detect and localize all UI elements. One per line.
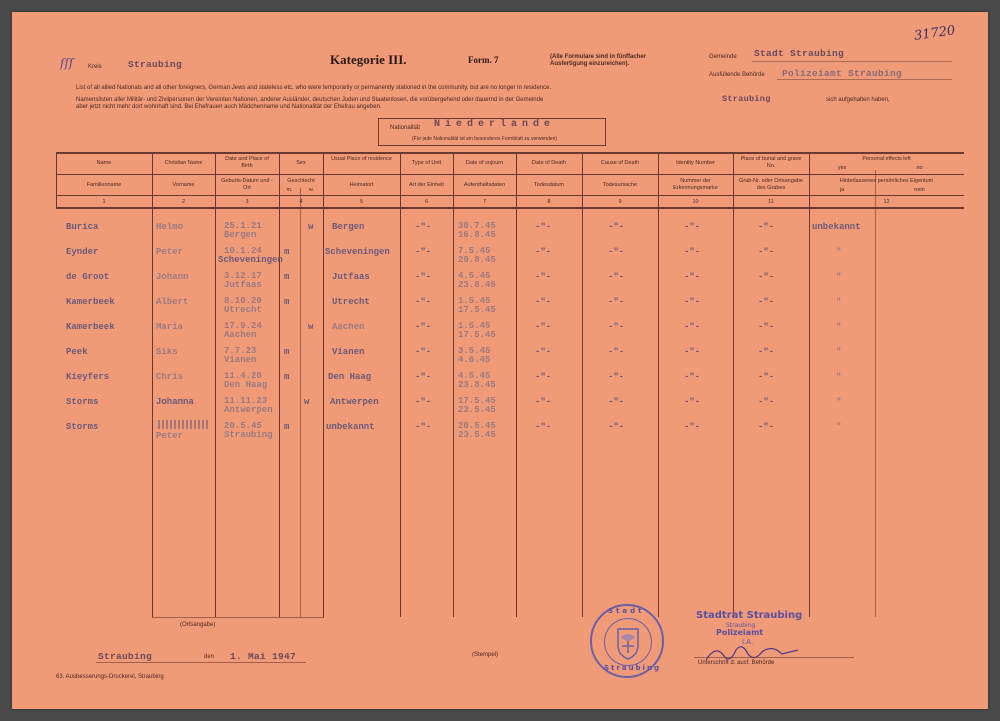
col-burial-en: Place of burial and grave No.	[740, 156, 802, 169]
footer-place: Straubing	[98, 651, 153, 662]
stempel-label: (Stempel)	[472, 652, 499, 658]
intro-town: Straubing	[722, 94, 771, 104]
category-title: Kategorie III.	[330, 52, 407, 67]
row-unit: -"-	[415, 297, 432, 307]
row-effects: "	[836, 247, 842, 257]
seal-text-top: Stadt	[608, 607, 645, 615]
printer-note: 63. Ausbesserungs-Druckerei, Straubing	[56, 674, 164, 680]
date-place-label: (Ortsangabe)	[180, 622, 216, 628]
row-grave: -"-	[758, 372, 775, 382]
row-grave: -"-	[758, 397, 775, 407]
row-birth-place: Den Haag	[224, 380, 268, 390]
col-num-3: 3	[245, 199, 249, 205]
footer-den: den	[204, 654, 215, 660]
row-sex-w: w	[304, 397, 310, 407]
row-death: -"-	[535, 272, 552, 282]
stamp-org: Stadtrat Straubing	[696, 610, 803, 621]
col-effects-yes: yes	[837, 165, 847, 171]
row-sex-m: m	[284, 422, 290, 432]
col-christian-en: Christian Name	[164, 160, 203, 166]
nationality-value: Niederlande	[434, 119, 556, 130]
row-sojourn-from: 30.7.45	[458, 221, 496, 231]
row-death: -"-	[535, 222, 552, 232]
col-death-de: Todesdatum	[534, 182, 564, 188]
row-grave: -"-	[758, 272, 775, 282]
behoerde-label: Ausfüllende Behörde	[709, 72, 765, 78]
row-sex-w: w	[308, 322, 314, 332]
footer-date: 1. Mai 1947	[230, 651, 297, 662]
row-effects: "	[836, 297, 842, 307]
col-identity-en: Identity Number	[676, 160, 715, 166]
row-home: Utrecht	[332, 297, 370, 307]
col-sojourn-en: Date of sojourn	[465, 160, 504, 166]
row-name: Kamerbeek	[66, 322, 115, 332]
row-birth-date: 7.7.23	[224, 346, 257, 356]
row-id: -"-	[684, 297, 701, 307]
signature-label: Unterschrift d. ausf. Behörde	[698, 660, 775, 666]
col-num-4: 4	[299, 199, 303, 205]
row-id: -"-	[684, 422, 701, 432]
col-residence-en: Usual Place of residence	[331, 156, 392, 162]
row-effects: "	[836, 322, 842, 332]
intro-german-2: aber jetzt nicht mehr dort wohnhaft sind. Bei Ehefrauen auch Mädchenname und Nationalität der Ehefrau angeben.	[76, 104, 382, 110]
col-unit-de: Art der Einheit	[409, 182, 444, 188]
row-birth-date: 11.4.20	[224, 371, 262, 381]
row-id: -"-	[684, 222, 701, 232]
col-sex-en: Sex	[296, 160, 306, 166]
col-christian-de: Vorname	[172, 182, 195, 188]
row-cause: -"-	[608, 272, 625, 282]
form-sheet	[12, 12, 988, 709]
col-sex-de: Geschlecht	[287, 178, 315, 184]
col-identity-de: Nummer der Erkennungsmarke	[673, 178, 718, 191]
row-cause: -"-	[608, 372, 625, 382]
row-birth-place: Jutfaas	[224, 280, 262, 290]
row-id: -"-	[684, 247, 701, 257]
col-num-2: 2	[181, 199, 186, 205]
row-effects: "	[836, 347, 842, 357]
row-id: -"-	[684, 397, 701, 407]
row-unit: -"-	[415, 397, 432, 407]
row-birth-date: 25.1.21	[224, 221, 262, 231]
row-first: Chris	[156, 372, 184, 382]
col-num-6: 6	[424, 199, 429, 205]
row-death: -"-	[535, 422, 552, 432]
col-num-9: 9	[618, 199, 622, 205]
row-name: Eynder	[66, 247, 99, 257]
row-cause: -"-	[608, 397, 625, 407]
col-birth-en: Date and Place of Birth	[225, 156, 269, 169]
row-cause: -"-	[608, 222, 625, 232]
row-grave: -"-	[758, 322, 775, 332]
col-cause-de: Todesursache	[602, 182, 638, 188]
row-birth-place: Vianen	[224, 355, 257, 365]
row-sex-m: m	[284, 272, 290, 282]
row-unit: -"-	[415, 247, 432, 257]
row-birth-date: 3.12.17	[224, 271, 262, 281]
col-num-1: 1	[102, 199, 106, 205]
row-birth-date: 11.11.23	[224, 396, 268, 406]
col-effects-no: no	[916, 165, 923, 171]
row-birth-date: 8.10.20	[224, 296, 262, 306]
col-num-7: 7	[482, 199, 487, 205]
row-sojourn-to: 23.5.45	[458, 430, 496, 440]
row-grave: -"-	[758, 222, 775, 232]
row-sojourn-to: 29.8.45	[458, 255, 496, 265]
handwritten-mark: ſſſ	[60, 56, 74, 70]
kreis-value: Straubing	[128, 59, 183, 70]
form-number: Form. 7	[468, 55, 499, 65]
row-home: Aachen	[332, 322, 365, 332]
row-first: Johann	[156, 272, 189, 282]
row-birth-place: Antwerpen	[224, 405, 273, 415]
row-effects: "	[836, 272, 842, 282]
row-name: Peek	[66, 347, 88, 357]
intro-english: List of all allied Nationals and all other foreigners, German Jews and stateless etc. who were temporarily or permanently stationed in the community, but are no longer in residence.	[76, 85, 552, 91]
row-birth-date: 20.5.45	[224, 421, 262, 431]
row-birth-place: Aachen	[224, 330, 257, 340]
row-cause: -"-	[608, 322, 625, 332]
row-death: -"-	[535, 297, 552, 307]
col-burial-de: Grab-Nr. oder Ortsangabe des Grabes	[739, 178, 803, 191]
col-birth-de: Geburts-Datum und -Ort	[221, 178, 273, 191]
row-grave: -"-	[758, 422, 775, 432]
row-death: -"-	[535, 322, 552, 332]
row-birth-date: 17.9.24	[224, 321, 262, 331]
round-seal	[590, 604, 664, 678]
row-birth-place: Scheveningen	[218, 255, 283, 265]
row-grave: -"-	[758, 247, 775, 257]
row-cause: -"-	[608, 422, 625, 432]
seal-text-bottom: Straubing	[604, 664, 661, 672]
row-sojourn-to: 4.6.45	[458, 355, 491, 365]
col-name-en: Name	[96, 160, 112, 166]
row-home: unbekannt	[326, 422, 375, 432]
row-death: -"-	[535, 372, 552, 382]
row-sex-m: m	[284, 372, 290, 382]
row-home: Bergen	[332, 222, 365, 232]
row-grave: -"-	[758, 297, 775, 307]
row-sojourn-from: 4.5.45	[458, 271, 491, 281]
row-sojourn-from: 7.5.45	[458, 246, 491, 256]
row-cause: -"-	[608, 247, 625, 257]
col-num-5: 5	[359, 199, 364, 205]
intro-german-1-end: sich aufgehalten haben,	[826, 97, 890, 103]
row-unit: -"-	[415, 322, 432, 332]
intro-german-1: Namenslisten aller Militär- und Zivilpersonen der Vereinten Nationen, anderer Ausländer, deutschen Juden und Staatenlosen, die vorübergehend oder dauernd in der Gemeinde	[76, 97, 544, 103]
row-effects: "	[836, 397, 842, 407]
row-cause: -"-	[608, 347, 625, 357]
row-sex-m: m	[284, 297, 290, 307]
row-sojourn-from: 17.5.45	[458, 396, 496, 406]
row-name: Kieyfers	[66, 372, 110, 382]
row-death: -"-	[535, 397, 552, 407]
row-sojourn-from: 1.5.45	[458, 321, 491, 331]
col-effects-ja: ja	[839, 187, 845, 193]
row-home: Vianen	[332, 347, 365, 357]
row-unit: -"-	[415, 222, 432, 232]
kreis-label: Kreis	[88, 64, 102, 70]
seal-inner-ring	[604, 618, 652, 666]
row-unit: -"-	[415, 372, 432, 382]
col-num-11: 11	[768, 199, 774, 205]
row-death: -"-	[535, 347, 552, 357]
row-first: Peter	[156, 431, 184, 441]
row-sojourn-to: 23.8.45	[458, 380, 496, 390]
nationality-label: Nationalität	[390, 125, 421, 131]
row-home: Den Haag	[328, 372, 372, 382]
row-name: Burica	[66, 222, 99, 232]
row-sex-m: m	[284, 247, 290, 257]
row-id: -"-	[684, 347, 701, 357]
row-sojourn-to: 17.5.45	[458, 305, 496, 315]
row-unit: -"-	[415, 272, 432, 282]
row-first: Johanna	[156, 397, 194, 407]
col-effects-nein: nein	[914, 187, 925, 193]
col-name-de: Familienname	[86, 182, 122, 188]
row-effects: "	[836, 372, 842, 382]
row-unit: -"-	[415, 422, 432, 432]
row-sojourn-to: 23.5.45	[458, 405, 496, 415]
row-id: -"-	[684, 272, 701, 282]
row-unit: -"-	[415, 347, 432, 357]
row-birth-place: Utrecht	[224, 305, 262, 315]
behoerde-value: Polizeiamt Straubing	[782, 68, 903, 79]
row-name: Storms	[66, 422, 99, 432]
stamp-sub: Straubing	[726, 622, 756, 629]
col-sex-m: m.	[286, 187, 293, 193]
row-first: Maria	[156, 322, 184, 332]
row-home: Scheveningen	[325, 247, 390, 257]
row-sojourn-from: 1.5.45	[458, 296, 491, 306]
nationality-note: (Für jede Nationalität ist ein besonderes Formblatt zu verwenden)	[412, 136, 558, 142]
row-cause: -"-	[608, 297, 625, 307]
row-first: Siks	[156, 347, 178, 357]
col-num-12: 12	[883, 199, 890, 205]
row-id: -"-	[684, 372, 701, 382]
row-first: Albert	[156, 297, 189, 307]
row-sojourn-from: 4.5.45	[458, 371, 491, 381]
row-effects: "	[836, 422, 842, 432]
col-effects-de: Hinterlassenes persönliches Eigentum	[839, 178, 934, 184]
col-num-10: 10	[692, 199, 699, 205]
stamp-ia: I.A.	[742, 638, 754, 646]
row-name: Storms	[66, 397, 99, 407]
col-num-8: 8	[547, 199, 551, 205]
row-sojourn-to: 17.5.45	[458, 330, 496, 340]
row-first: Helmo	[156, 222, 184, 232]
copies-note-1: (Alle Formulare sind in fünffacher	[550, 54, 647, 60]
row-home: Jutfaas	[332, 272, 370, 282]
col-unit-en: Type of Unit	[411, 160, 442, 166]
gemeinde-label: Gemeinde	[709, 54, 737, 60]
row-sex-w: w	[308, 222, 314, 232]
row-home: Antwerpen	[330, 397, 379, 407]
row-sojourn-to: 23.8.45	[458, 280, 496, 290]
struck-out-text	[158, 420, 208, 429]
row-name: Kamerbeek	[66, 297, 115, 307]
gemeinde-value: Stadt Straubing	[754, 48, 845, 59]
archive-number: 31720	[913, 23, 957, 44]
row-first: Peter	[156, 247, 184, 257]
row-sojourn-to: 16.8.45	[458, 230, 496, 240]
row-death: -"-	[535, 247, 552, 257]
row-sojourn-from: 20.5.45	[458, 421, 496, 431]
row-id: -"-	[684, 322, 701, 332]
row-birth-place: Bergen	[224, 230, 257, 240]
row-sojourn-from: 3.5.45	[458, 346, 491, 356]
col-effects-en: Personal effects left	[862, 156, 911, 162]
col-cause-en: Cause of Death	[600, 160, 640, 166]
row-birth-place: Straubing	[224, 430, 273, 440]
col-residence-de: Heimatort	[349, 182, 374, 188]
copies-note-2: Ausfertigung einzureichen).	[550, 61, 630, 67]
col-death-en: Date of Death	[532, 160, 566, 166]
row-grave: -"-	[758, 347, 775, 357]
col-sojourn-de: Aufenthaltsdaten	[463, 182, 506, 188]
row-name: de Groot	[66, 272, 110, 282]
coat-of-arms-icon	[605, 619, 651, 665]
col-sex-w: w.	[308, 187, 315, 193]
stamp-dept: Polizeiamt	[716, 628, 764, 637]
row-birth-date: 10.1.24	[224, 246, 262, 256]
row-sex-m: m	[284, 347, 290, 357]
row-effects: unbekannt	[812, 222, 861, 232]
